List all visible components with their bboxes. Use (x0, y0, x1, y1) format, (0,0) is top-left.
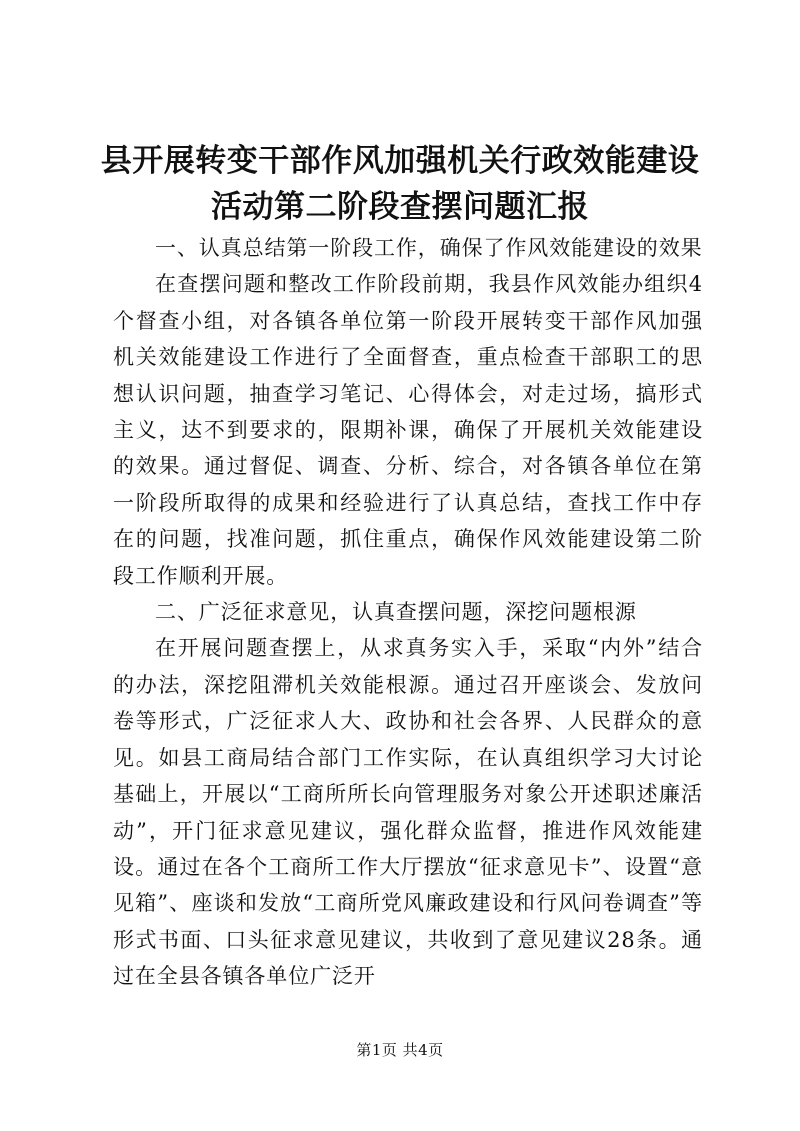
section-heading-2: 二、广泛征求意见，认真查摆问题，深挖问题根源 (155, 600, 637, 625)
section-paragraph-1: 在查摆问题和整改工作阶段前期，我县作风效能办组织4个督查小组，对各镇各单位第一阶段开展转变干部作风加强机关效能建设工作进行了全面督查，重点检查干部职工的思想认识问题，抽查学习笔记、心得体会，对走过场，搞形式主义，达不到要求的，限期补课，确保了开展机关效能建设的效果。通过督促、调查、分析、综合，对各镇各单位在第一阶段所取得的成果和经验进行了认真总结，查找工作中存在的问题，找准问题，抓住重点，确保作风效能建设第二阶段工作顺利开展。 (113, 272, 703, 588)
document-body (113, 230, 703, 995)
page-number: 第1页 共4页 (356, 1041, 444, 1059)
section-heading-1: 一、认真总结第一阶段工作，确保了作风效能建设的效果 (155, 236, 703, 260)
section-paragraph-2: 在开展问题查摆上，从求真务实入手，采取“内外”结合的办法，深挖阻滞机关效能根源。通过召开座谈会、发放问卷等形式，广泛征求人大、政协和社会各界、人民群众的意见。如县工商局结合部门工作实际，在认真组织学习大讨论基础上，开展以“工商所所长向管理服务对象公开述职述廉活动”，开门征求意见建议，强化群众监督，推进作风效能建设。通过在各个工商所工作大厅摆放“征求意见卡”、设置“意见箱”、座谈和发放“工商所党风廉政建设和行风问卷调查”等形式书面、口头征求意见建议，共收到了意见建议28条。通过在全县各镇各单位广泛开 (113, 636, 703, 989)
document-title: 县开展转变干部作风加强机关行政效能建设活动第二阶段查摆问题汇报 (100, 143, 700, 225)
